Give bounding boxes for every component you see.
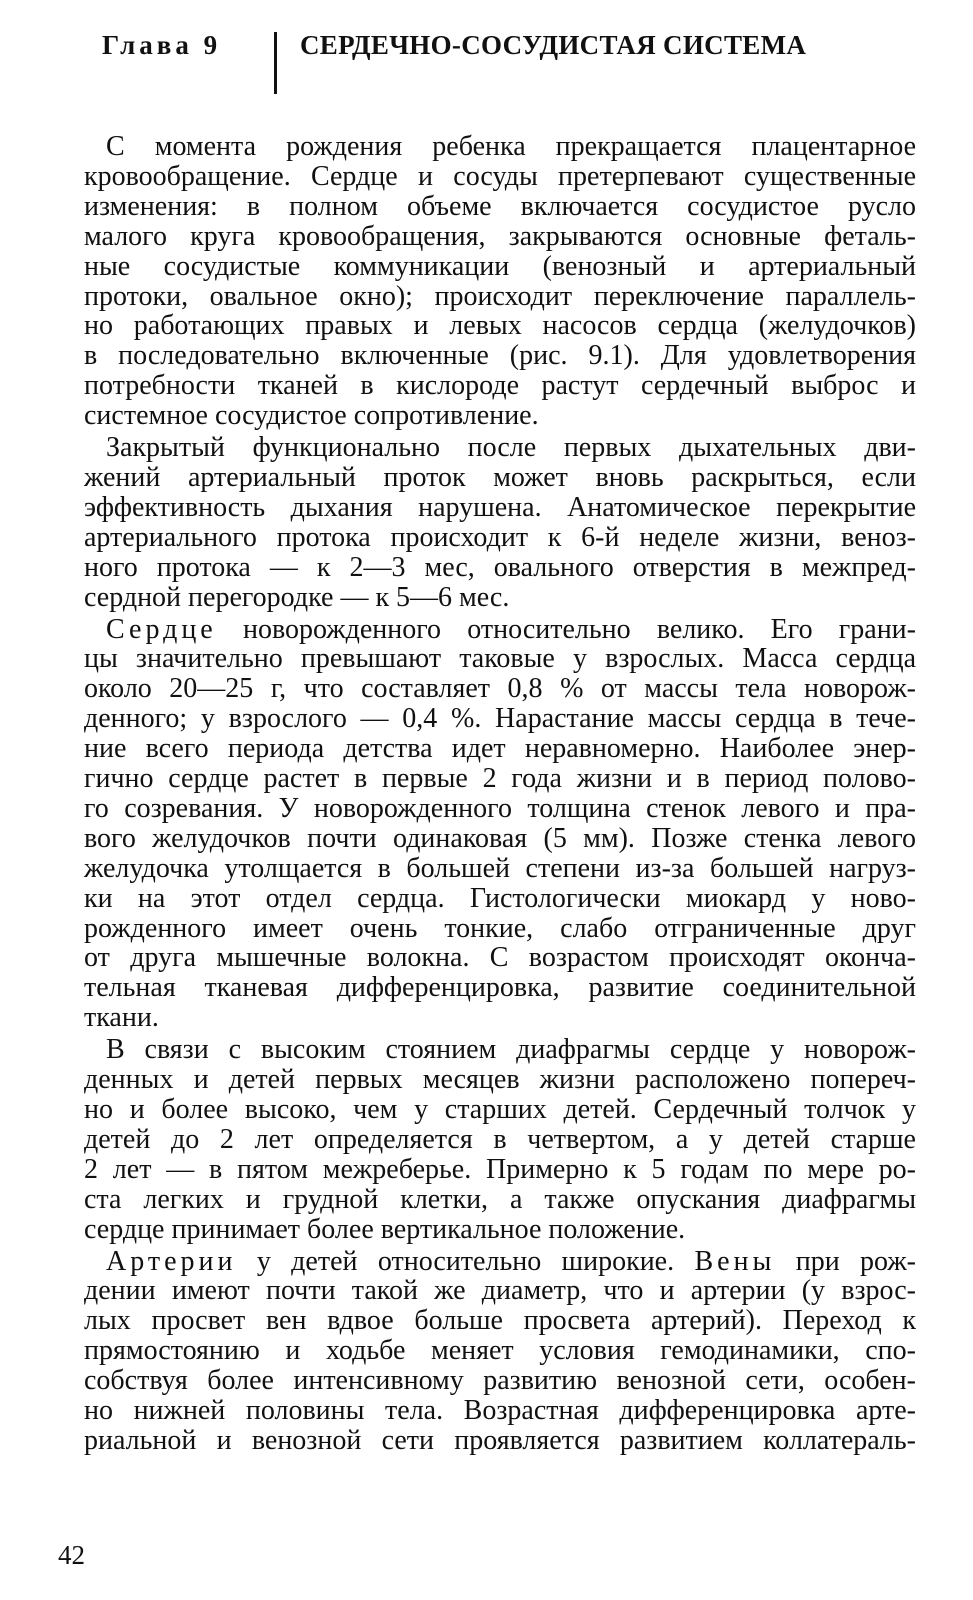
text-line: артериального протока происходит к 6-й неделе жизни, веноз- — [84, 521, 916, 553]
text-line: С момента рождения ребенка прекращается плацентарное — [106, 131, 916, 162]
chapter-header — [86, 24, 915, 94]
spaced-term-arteries: Артерии — [106, 1245, 237, 1277]
text-line: в последовательно включенные (рис. 9.1). Для удовлетворения — [84, 340, 916, 372]
text-line: ние всего периода детства идет неравномерно. Наиболее энер- — [84, 733, 916, 765]
text-line: желудочка утолщается в большей степени из-за большей нагруз- — [84, 852, 916, 884]
text-line: но и более высоко, чем у старших детей. Сердечный толчок у — [84, 1094, 916, 1125]
text-line: ткани. — [84, 1002, 159, 1034]
text-line — [84, 1247, 916, 1277]
text-line: денного; у взрослого — 0,4 %. Нарастание массы сердца в тече- — [84, 703, 916, 735]
paragraph-1 — [84, 132, 916, 431]
text-line: но нижней половины тела. Возрастная дифференцировка арте- — [84, 1395, 916, 1427]
text-line: сердце принимает более вертикальное положение. — [84, 1213, 686, 1245]
text-line: собствуя более интенсивному развитию венозной сети, особен- — [84, 1365, 916, 1397]
text-line: ные сосудистые коммуникации (венозный и артериальный — [84, 250, 916, 282]
text-line: детей до 2 лет определяется в четвертом, а у детей старше — [84, 1123, 916, 1155]
text-run: у детей относительно широкие. — [236, 1245, 695, 1277]
text-line: системное сосудистое сопротивление. — [84, 400, 539, 432]
text-line: протоки, овальное окно); происходит переключение параллель- — [84, 280, 916, 312]
paragraph-5 — [84, 1247, 916, 1456]
text-line: го созревания. У новорожденного толщина стенок левого и пра- — [84, 792, 916, 824]
text-line: цы значительно превышают таковые у взрослых. Масса сердца — [84, 643, 916, 675]
text-line: около 20—25 г, что составляет 0,8 % от массы тела новорож- — [84, 673, 916, 705]
text-line: прямостоянию и ходьбе меняет условия гемодинамики, спо- — [84, 1335, 916, 1367]
text-line: ки на этот отдел сердца. Гистологически миокард у ново- — [84, 882, 916, 914]
page-number: 42 — [58, 1540, 85, 1570]
text-line: лых просвет вен вдвое больше просвета артерий). Переход к — [84, 1305, 916, 1337]
paragraph-3 — [84, 615, 916, 1034]
text-run: при рож- — [775, 1245, 916, 1277]
text-line: Закрытый функционально после первых дыхательных дви- — [106, 432, 916, 464]
text-line: вого желудочков почти одинаковая (5 мм). Позже стенка левого — [84, 822, 916, 854]
text-line: изменения: в полном объеме включается сосудистое русло — [84, 190, 916, 222]
text-line: но работающих правых и левых насосов сердца (желудочков) — [84, 310, 916, 342]
body-text — [84, 132, 916, 1458]
text-line: жений артериальный проток может вновь раскрыться, если — [84, 461, 916, 493]
text-line: эффективность дыхания нарушена. Анатомическое перекрытие — [84, 491, 916, 523]
text-line: малого круга кровообращения, закрываются основные феталь- — [84, 220, 916, 252]
header-divider — [274, 32, 277, 94]
text-line: сердной перегородке — к 5—6 мес. — [84, 581, 510, 613]
spaced-term-heart: Сердце — [106, 613, 217, 645]
text-line: дении имеют почти такой же диаметр, что и артерии (у взрос- — [84, 1275, 916, 1307]
text-line: кровообращение. Сердце и сосуды претерпевают существенные — [84, 160, 916, 192]
text-line: от друга мышечные волокна. С возрастом происходят оконча- — [84, 942, 916, 974]
text-line: потребности тканей в кислороде растут сердечный выброс и — [84, 370, 916, 402]
text-line: риальной и венозной сети проявляется развитием коллатераль- — [84, 1424, 916, 1456]
text-line: тельная тканевая дифференцировка, развитие соединительной — [84, 972, 916, 1004]
chapter-title: СЕРДЕЧНО-СОСУДИСТАЯ СИСТЕМА — [300, 30, 807, 60]
text-line: ного протока — к 2—3 мес, овального отверстия в межпред- — [84, 551, 916, 583]
text-line: 2 лет — в пятом межреберье. Примерно к 5 годам по мере ро- — [84, 1153, 916, 1185]
chapter-label: Глава 9 — [102, 30, 222, 60]
paragraph-4 — [84, 1035, 916, 1244]
text-line: денных и детей первых месяцев жизни расположено попереч- — [84, 1064, 916, 1096]
text-line: рожденного имеет очень тонкие, слабо отграниченные друг — [84, 912, 916, 944]
text-line: В связи с высоким стоянием диафрагмы сердце у новорож- — [106, 1034, 916, 1066]
text-line: гично сердце растет в первые 2 года жизни и в период полово- — [84, 763, 916, 795]
text-run: новорожденного относительно велико. Его грани- — [216, 613, 916, 645]
text-line: ста легких и грудной клетки, а также опускания диафрагмы — [84, 1183, 916, 1215]
paragraph-2 — [84, 433, 916, 612]
spaced-term-veins: Вены — [694, 1245, 776, 1277]
text-line — [84, 615, 916, 645]
